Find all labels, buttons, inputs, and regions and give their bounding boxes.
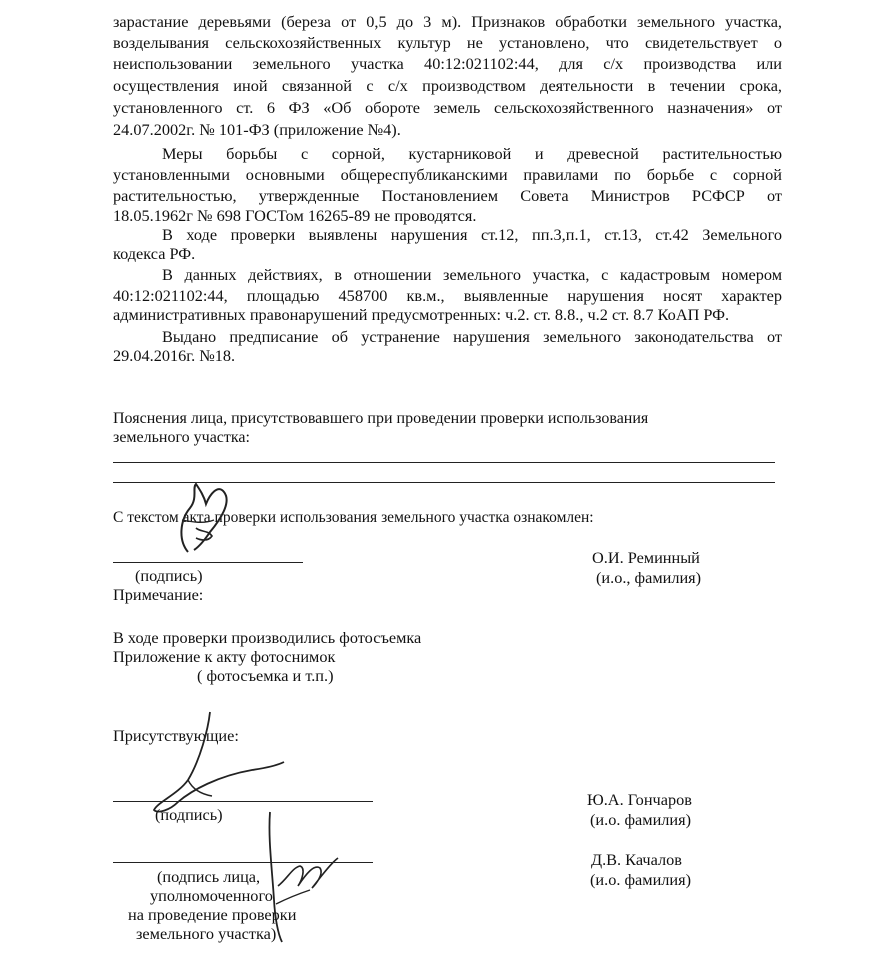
body-line: Выдано предписание об устранение нарушения земельного законодательства от — [162, 327, 782, 346]
body-line: осуществления иной связанной с с/х производством деятельности в течении срока, — [113, 76, 782, 95]
body-line: административных правонарушений предусмотренных: ч.2. ст. 8.8., ч.2 ст. 8.7 КоАП РФ. — [113, 305, 730, 324]
acquainted-name-caption: (и.о., фамилия) — [596, 568, 702, 587]
body-line: В ходе проверки выявлены нарушения ст.12, пп.3,п.1, ст.13, ст.42 Земельного — [162, 225, 782, 244]
signature-line — [113, 862, 373, 863]
present-name-2: Д.В. Качалов — [591, 850, 682, 869]
note-line: ( фотосъемка и т.п.) — [197, 666, 334, 685]
signature-line — [113, 801, 373, 802]
body-line: кодекса РФ. — [113, 244, 196, 263]
body-line: Меры борьбы с сорной, кустарниковой и древесной растительностью — [162, 144, 782, 163]
body-line: 18.05.1962г № 698 ГОСТом 16265-89 не проводятся. — [113, 206, 477, 225]
body-line: установленными основными общереспубликанскими правилами по борьбе с сорной — [113, 165, 782, 184]
present-name-2-caption: (и.о. фамилия) — [590, 870, 692, 889]
authorized-caption-line: на проведение проверки — [128, 905, 297, 924]
present-name-1-caption: (и.о. фамилия) — [590, 810, 692, 829]
body-line: установленного ст. 6 ФЗ «Об обороте земель сельскохозяйственного назначения» от — [113, 98, 782, 117]
explanations-heading-cont: земельного участка: — [113, 429, 250, 446]
signature-line — [113, 562, 303, 563]
present-name-1: Ю.А. Гончаров — [587, 790, 692, 809]
body-line: неиспользовании земельного участка 40:12:021102:44, для с/х производства или — [113, 54, 782, 73]
body-line: В данных действиях, в отношении земельного участка, с кадастровым номером — [162, 265, 782, 284]
note-line: Приложение к акту фотоснимок — [113, 647, 336, 666]
note-label: Примечание: — [113, 585, 204, 604]
signature-reminny — [170, 480, 245, 560]
acquainted-name: О.И. Реминный — [592, 548, 700, 567]
body-line: возделывания сельскохозяйственных культур не установлено, что свидетельствует о — [113, 33, 782, 52]
authorized-caption-line: земельного участка) — [136, 924, 277, 943]
authorized-caption-line: (подпись лица, — [157, 867, 261, 886]
body-line: 40:12:021102:44, площадью 458700 кв.м., выявленные нарушения носят характер — [113, 286, 782, 305]
explanation-blank-line — [113, 462, 775, 463]
body-line: 29.04.2016г. №18. — [113, 346, 236, 365]
note-line: В ходе проверки производились фотосъемка — [113, 628, 422, 647]
present-label: Присутствующие: — [113, 726, 239, 745]
signature-caption: (подпись) — [155, 805, 223, 824]
signature-caption: (подпись) — [135, 566, 203, 585]
body-line: зарастание деревьями (береза от 0,5 до 3 м). Признаков обработки земельного участка, — [113, 12, 782, 31]
acquainted-text: С текстом акта проверки использования земельного участка ознакомлен: — [113, 509, 594, 526]
body-line: растительностью, утвержденные Постановлением Совета Министров РСФСР от — [113, 186, 782, 205]
explanations-heading: Пояснения лица, присутствовавшего при проведении проверки использования — [113, 410, 649, 427]
body-line: 24.07.2002г. № 101-ФЗ (приложение №4). — [113, 120, 401, 139]
authorized-caption-line: уполномоченного — [150, 886, 273, 905]
